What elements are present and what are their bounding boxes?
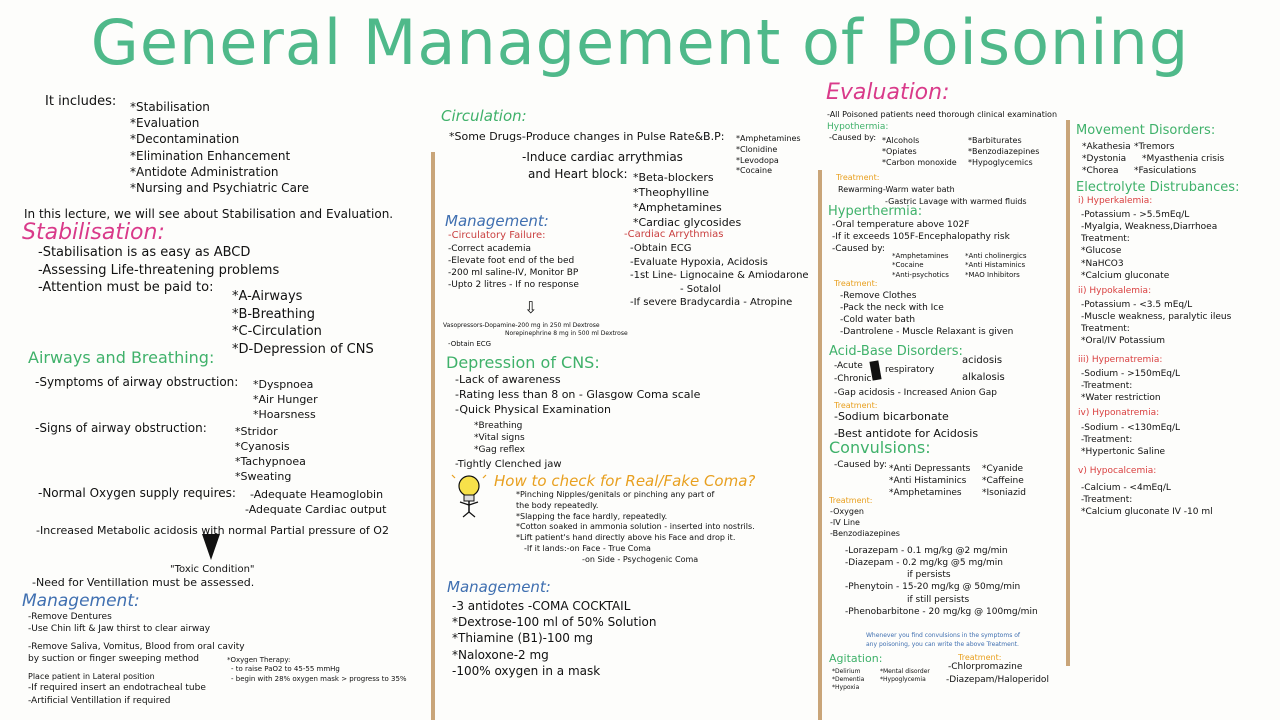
hypernatremia-lines: [1081, 368, 1180, 404]
down-arrow-icon: ⇩: [524, 298, 538, 317]
list-item: *Anti cholinergics: [965, 252, 1027, 260]
evaluation-note: -All Poisoned patients need thorough clinical examination: [827, 110, 1058, 119]
list-item: *Antidote Administration: [130, 164, 279, 179]
column-divider-1: [431, 152, 435, 720]
hyponatremia-lines: [1081, 422, 1180, 458]
list-item: *Gag reflex: [474, 445, 525, 456]
vasopressor-line-2: Norepinephrine 8 mg in 500 ml Dextrose: [505, 330, 628, 337]
list-item: *Anti Depressants: [889, 464, 971, 474]
acid-base-heading: Acid-Base Disorders:: [829, 344, 963, 359]
hypocalcemia-heading: v) Hypocalcemia:: [1078, 466, 1157, 476]
list-item: Place patient in Lateral position: [28, 671, 155, 681]
column-divider-2: [818, 170, 822, 720]
list-item: *Thiamine (B1)-100 mg: [452, 631, 594, 646]
column-divider-3: [1066, 120, 1070, 666]
list-item: *Myasthenia crisis: [1142, 154, 1225, 165]
list-item: -Phenytoin - 15-20 mg/kg @ 50mg/min: [845, 582, 1021, 593]
hyperkalemia-heading: i) Hyperkalemia:: [1078, 196, 1153, 206]
benzodiazepine-doses: [845, 545, 1038, 618]
list-item: -Benzodiazepines: [830, 528, 900, 538]
hypothermia-heading: Hypothermia:: [827, 122, 889, 132]
lightbulb-icon: [450, 472, 488, 518]
list-item: - to raise PaO2 to 45-55 mmHg: [231, 665, 340, 674]
list-item: *Dyspnoea: [253, 378, 314, 391]
arrythmia-line: and Heart block:: [528, 167, 628, 181]
toxic-condition: "Toxic Condition": [170, 564, 255, 575]
list-item: *Stabilisation: [130, 100, 210, 114]
acute-label: -Acute: [834, 361, 863, 371]
circulation-heading: Circulation:: [441, 107, 527, 125]
airways-heading: Airways and Breathing:: [28, 348, 215, 367]
convulsions-heading: Convulsions:: [829, 438, 931, 457]
list-item: -Obtain ECG: [630, 243, 692, 254]
list-item: *Cyanosis: [235, 439, 290, 453]
best-antidote: -Best antidote for Acidosis: [834, 427, 979, 440]
list-item: *Cardiac glycosides: [633, 215, 742, 229]
hypothermia-treatment: Rewarming-Warm water bath: [838, 185, 955, 194]
drugs-line: *Some Drugs-Produce changes in Pulse Rate&B.P:: [449, 130, 725, 143]
list-item: *Dementia: [832, 676, 865, 684]
movement-list-b: [1134, 141, 1224, 177]
list-item: *Slapping the face hardly, repeatedly.: [516, 511, 668, 521]
alkalosis-label: alkalosis: [962, 372, 1005, 383]
treatment-label: Treatment:: [829, 496, 873, 505]
arr-drugs-list: [633, 171, 741, 230]
list-item: -Correct academia: [448, 244, 531, 254]
hyperthermia-causes-a: [892, 252, 949, 280]
list-item: *Naloxone-2 mg: [452, 647, 549, 662]
list-item: -Muscle weakness, paralytic ileus: [1081, 312, 1232, 323]
list-item: *Stridor: [235, 425, 278, 438]
list-item: - Sotalol: [680, 283, 721, 295]
convulsion-causes-b: [982, 463, 1026, 499]
agitation-causes-b: [880, 668, 930, 684]
list-item: *Pinching Nipples/genitals or pinching any part of: [516, 490, 715, 499]
list-item: -Rating less than 8 on - Glasgow Coma scale: [455, 387, 701, 401]
list-item: -Pack the neck with Ice: [840, 303, 944, 314]
list-item: *Theophylline: [633, 185, 710, 199]
management-heading-2: Management:: [445, 212, 549, 230]
caused-by-label: -Caused by:: [829, 133, 877, 142]
cns-exam-list: [474, 420, 525, 456]
list-item: *Hypoglycemia: [880, 676, 926, 684]
list-item: *Glucose: [1081, 246, 1122, 257]
list-item: -1st Line- Lignocaine & Amiodarone: [630, 270, 809, 281]
list-item: -on Side - Psychogenic Coma: [582, 554, 699, 564]
list-item: if still persists: [907, 594, 970, 605]
list-item: -Sodium - >150mEq/L: [1081, 369, 1181, 379]
list-item: -Dantrolene - Muscle Relaxant is given: [840, 327, 1014, 338]
vasopressor-line: Vasopressors-Dopamine-200 mg in 250 ml Dextrose: [443, 322, 600, 329]
list-item: *Vital signs: [474, 433, 525, 444]
oxygen-item: -Adequate Heamoglobin: [250, 488, 384, 501]
includes-list: [130, 99, 309, 196]
respiratory-label: respiratory: [885, 365, 935, 375]
lecture-note: In this lecture, we will see about Stabilisation and Evaluation.: [24, 207, 394, 221]
cns-lines: [455, 373, 700, 418]
list-item: *Levodopa: [736, 155, 779, 165]
list-item: *Carbon monoxide: [882, 157, 957, 167]
list-item: -Artificial Ventillation if required: [28, 695, 171, 706]
list-item: -Treatment:: [1081, 495, 1133, 506]
list-item: -200 ml saline-IV, Monitor BP: [448, 268, 579, 279]
list-item: -Upto 2 litres - If no response: [448, 280, 579, 291]
list-item: -Potassium - >5.5mEq/L: [1081, 210, 1190, 220]
coma-cocktail-list: [452, 598, 657, 679]
list-item: -Remove Dentures: [28, 612, 112, 622]
cns-heading: Depression of CNS:: [446, 353, 600, 372]
marker-shape: [869, 360, 881, 380]
list-item: -IV Line: [830, 517, 860, 527]
list-item: -3 antidotes -COMA COCKTAIL: [452, 599, 631, 613]
hypokalemia-heading: ii) Hypokalemia:: [1078, 286, 1152, 296]
list-item: -Remove Saliva, Vomitus, Blood from oral cavity: [28, 642, 245, 653]
list-item: *Caffeine: [982, 476, 1024, 487]
convulsion-causes-a: [889, 463, 970, 499]
list-item: *Lift patient's hand directly above his Face and drop it.: [516, 533, 736, 543]
evaluation-heading: Evaluation:: [826, 80, 950, 105]
list-item: *Barbiturates: [968, 136, 1022, 145]
caused-by-label: -Caused by:: [834, 460, 887, 470]
movement-heading: Movement Disorders:: [1076, 123, 1216, 138]
list-item: *Mental disorder: [880, 668, 930, 675]
symptoms-list: [253, 378, 318, 423]
list-item: *Cocaine: [736, 166, 772, 176]
convulsion-treatment: [830, 507, 900, 539]
list-item: -Assessing Life-threatening problems: [38, 262, 280, 278]
list-item: *Elimination Enhancement: [130, 148, 291, 163]
list-item: *Beta-blockers: [633, 171, 714, 184]
list-item: *Oral/IV Potassium: [1081, 336, 1166, 347]
list-item: *Amphetamines: [892, 252, 949, 260]
list-item: *Water restriction: [1081, 393, 1161, 404]
list-item: -Stabilisation is as easy as ABCD: [38, 245, 251, 260]
list-item: *Chorea: [1082, 166, 1119, 177]
list-item: -Oral temperature above 102F: [832, 220, 970, 230]
convulsion-note: Whenever you find convulsions in the symptoms of: [866, 632, 1021, 639]
list-item: -Remove Clothes: [840, 291, 917, 301]
management-heading: Management:: [22, 591, 140, 611]
oxygen-item: -Adequate Cardiac output: [245, 503, 387, 516]
convulsion-note: any poisoning, you can write the above Treatment.: [866, 641, 1019, 648]
hyponatremia-heading: iv) Hyponatremia:: [1078, 408, 1160, 418]
list-item: -100% oxygen in a mask: [452, 663, 601, 678]
list-item: *Anti Histaminics: [965, 261, 1026, 270]
list-item: *Anti Histaminics: [889, 476, 967, 487]
list-item: *Amphetamines: [633, 200, 722, 214]
hypokalemia-lines: [1081, 299, 1231, 348]
list-item: *Hoarsness: [253, 407, 316, 421]
list-item: -If severe Bradycardia - Atropine: [630, 297, 793, 308]
list-item: -Cold water bath: [840, 315, 916, 326]
jaw-line: -Tightly Clenched jaw: [455, 459, 562, 470]
list-item: -Use Chin lift & Jaw thirst to clear airway: [28, 624, 211, 635]
hypocalcemia-lines: [1081, 482, 1213, 518]
list-item: if persists: [907, 570, 951, 581]
treatment-label: Treatment:: [834, 401, 878, 410]
list-item: *Akathesia: [1082, 142, 1131, 152]
list-item: *D-Depression of CNS: [232, 341, 374, 357]
signs-label: -Signs of airway obstruction:: [35, 421, 207, 435]
hyperthermia-treatment: [840, 290, 1013, 339]
list-item: *A-Airways: [232, 289, 303, 304]
list-item: -If it lands:-on Face - True Coma: [524, 543, 651, 553]
list-item: *Breathing: [474, 421, 523, 431]
list-item: *Evaluation: [130, 116, 200, 131]
oxygen-therapy: [227, 656, 407, 684]
list-item: *Nursing and Psychiatric Care: [130, 180, 309, 195]
list-item: *Tachypnoea: [235, 454, 306, 468]
agitation-causes-a: [832, 668, 864, 692]
sodium-bicarbonate: -Sodium bicarbonate: [834, 410, 949, 423]
electrolyte-heading: Electrolyte Distrubances:: [1076, 180, 1240, 195]
acidosis-label: acidosis: [962, 355, 1003, 366]
cardiac-arrythmias-label: -Cardiac Arrythmias: [624, 229, 724, 240]
ventilation-line: -Need for Ventillation must be assessed.: [32, 576, 255, 589]
list-item: *Calcium gluconate IV -10 ml: [1081, 507, 1213, 518]
symptoms-label: -Symptoms of airway obstruction:: [35, 375, 239, 389]
list-item: -Potassium - <3.5 mEq/L: [1081, 300, 1193, 310]
management-lines: [28, 611, 245, 707]
arrow-shape: [202, 534, 220, 560]
cardiac-arrythmias-lines: [630, 242, 809, 310]
list-item: *Dystonia: [1082, 154, 1127, 165]
list-item: -If required insert an endotracheal tube: [28, 683, 206, 694]
list-item: -Elevate foot end of the bed: [448, 256, 575, 267]
list-item: *Benzodiazepines: [968, 146, 1040, 156]
list-item: -Lack of awareness: [455, 373, 561, 386]
list-item: *Calcium gluconate: [1081, 270, 1170, 281]
agitation-treatment: -Chlorpromazine: [948, 662, 1023, 672]
list-item: *Hypertonic Saline: [1081, 447, 1166, 458]
list-item: -If it exceeds 105F-Encephalopathy risk: [832, 232, 1010, 243]
list-item: *Decontamination: [130, 132, 240, 147]
list-item: -Treatment:: [1081, 381, 1133, 392]
hypothermia-causes-a: [882, 136, 957, 168]
list-item: -Lorazepam - 0.1 mg/kg @2 mg/min: [845, 546, 1008, 556]
treatment-label: Treatment:: [958, 653, 1002, 662]
drugs-right-list: [736, 134, 801, 177]
list-item: -Attention must be paid to:: [38, 280, 214, 296]
acidosis-line: -Increased Metabolic acidosis with normal Partial pressure of O2: [36, 524, 389, 537]
list-item: *Dextrose-100 ml of 50% Solution: [452, 615, 657, 630]
list-item: by suction or finger sweeping method: [28, 654, 199, 665]
list-item: *Isoniazid: [982, 488, 1027, 499]
list-item: *Alcohols: [882, 136, 920, 145]
list-item: *Hypoxia: [832, 684, 860, 692]
list-item: *MAO Inhibitors: [965, 270, 1020, 279]
list-item: -Caused by:: [832, 244, 885, 255]
list-item: the body repeatedly.: [516, 500, 599, 510]
list-item: *Opiates: [882, 146, 917, 156]
list-item: *Oxygen Therapy:: [227, 656, 291, 664]
hyperkalemia-lines: [1081, 209, 1217, 282]
list-item: *Fasiculations: [1134, 166, 1197, 177]
gap-acidosis: -Gap acidosis - Increased Anion Gap: [834, 388, 997, 398]
list-item: *Amphetamines: [736, 134, 801, 143]
coma-lines: [516, 490, 755, 566]
includes-label: It includes:: [45, 94, 117, 109]
list-item: *Air Hunger: [253, 392, 318, 406]
list-item: -Oxygen: [830, 507, 864, 516]
list-item: -Phenobarbitone - 20 mg/kg @ 100mg/min: [845, 606, 1038, 617]
list-item: *Clonidine: [736, 144, 778, 154]
oxygen-label: -Normal Oxygen supply requires:: [38, 486, 236, 500]
list-item: -Quick Physical Examination: [455, 402, 611, 416]
list-item: -Evaluate Hypoxia, Acidosis: [630, 256, 768, 268]
list-item: -Diazepam - 0.2 mg/kg @5 mg/min: [845, 558, 1003, 569]
hyperthermia-lines: [832, 219, 1010, 255]
list-item: *NaHCO3: [1081, 258, 1124, 269]
signs-list: [235, 425, 306, 484]
hypothermia-treatment: -Gastric Lavage with warmed fluids: [885, 197, 1027, 206]
agitation-treatment: -Diazepam/Haloperidol: [946, 675, 1049, 685]
obtain-ecg: -Obtain ECG: [448, 340, 492, 348]
list-item: *Tremors: [1134, 142, 1175, 152]
page-title: General Management of Poisoning: [90, 6, 1190, 79]
chronic-label: -Chronic: [834, 374, 872, 384]
circ-failure-label: -Circulatory Failure:: [448, 230, 546, 241]
list-item: -Sodium - <130mEq/L: [1081, 423, 1181, 433]
treatment-label: Treatment:: [834, 279, 878, 288]
hyperthermia-causes-b: [965, 252, 1026, 280]
list-item: *Sweating: [235, 469, 292, 483]
list-item: *Anti-psychotics: [892, 270, 949, 279]
hyperthermia-heading: Hyperthermia:: [828, 204, 923, 219]
list-item: *Cocaine: [892, 261, 924, 270]
list-item: -Myalgia, Weakness,Diarrhoea: [1081, 222, 1218, 233]
list-item: *Cyanide: [982, 464, 1024, 474]
list-item: Treatment:: [1081, 324, 1130, 335]
arrythmia-line: -Induce cardiac arrythmias: [522, 150, 683, 164]
list-item: -Treatment:: [1081, 435, 1133, 446]
list-item: - begin with 28% oxygen mask > progress to 35%: [231, 674, 407, 683]
stabilisation-heading: Stabilisation:: [22, 220, 165, 245]
list-item: Treatment:: [1081, 234, 1130, 245]
treatment-label: Treatment:: [836, 173, 880, 182]
abcd-list: [232, 288, 374, 358]
list-item: *Delirium: [832, 668, 861, 675]
list-item: *C-Circulation: [232, 324, 322, 340]
coma-heading: How to check for Real/Fake Coma?: [494, 472, 756, 490]
list-item: *Amphetamines: [889, 488, 962, 499]
list-item: *Cotton soaked in ammonia solution - inserted into nostrils.: [516, 522, 755, 532]
list-item: -Calcium - <4mEq/L: [1081, 483, 1171, 493]
circ-failure-lines: [448, 243, 579, 292]
agitation-heading: Agitation:: [829, 652, 883, 665]
hypothermia-causes-b: [968, 136, 1039, 168]
management-heading-3: Management:: [447, 578, 551, 596]
list-item: *Hypoglycemics: [968, 157, 1033, 167]
movement-list-a: [1082, 141, 1131, 177]
hypernatremia-heading: iii) Hypernatremia:: [1078, 355, 1163, 365]
list-item: *B-Breathing: [232, 306, 316, 322]
